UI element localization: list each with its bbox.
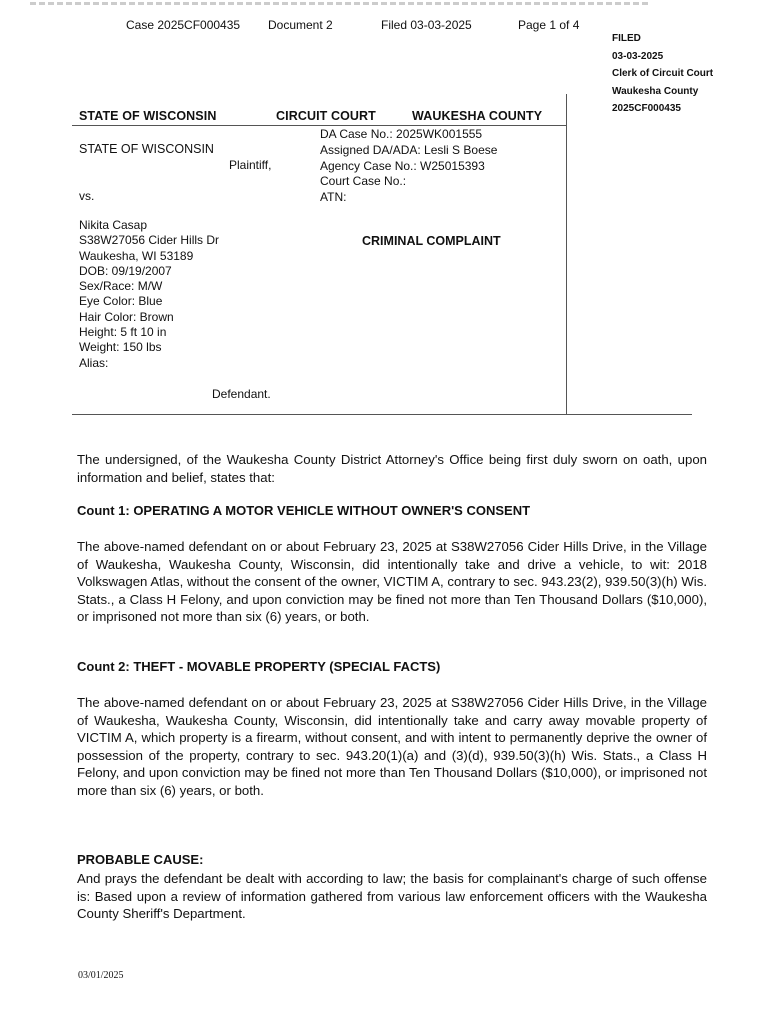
- count2-heading: Count 2: THEFT - MOVABLE PROPERTY (SPECIAL FACTS): [77, 659, 441, 674]
- da-case-number: DA Case No.: 2025WK001555: [320, 127, 483, 141]
- defendant-alias: Alias:: [79, 355, 109, 370]
- probable-cause-paragraph: And prays the defendant be dealt with according to law; the basis for complainant's charge of such offense is: Based upon a review of information gathered from various law enforcement officers with the Waukesha County Sheriff's Department.: [77, 871, 707, 922]
- defendant-weight: Weight: 150 lbs: [79, 340, 162, 355]
- caption-county: WAUKESHA COUNTY: [412, 109, 543, 123]
- caption-vertical-rule: [566, 94, 567, 414]
- defendant-hair-color: Hair Color: Brown: [79, 309, 174, 324]
- defendant-block: [79, 218, 219, 371]
- header-document: Document 2: [268, 18, 333, 32]
- atn: ATN:: [320, 190, 347, 205]
- filed-stamp: [612, 30, 713, 118]
- caption-court: CIRCUIT COURT: [276, 109, 376, 123]
- caption-top-rule: [72, 125, 566, 126]
- filed-stamp-line4: Waukesha County: [612, 85, 699, 97]
- case-info-block: [320, 127, 497, 206]
- footer-date: 03/01/2025: [78, 970, 124, 981]
- caption-state: STATE OF WISCONSIN: [79, 109, 217, 123]
- scan-artifact: [30, 2, 650, 5]
- defendant-name: Nikita Casap: [79, 218, 148, 232]
- intro-paragraph: The undersigned, of the Waukesha County District Attorney's Office being first duly sworn on oath, upon information and belief, states that:: [77, 452, 707, 485]
- header-page: Page 1 of 4: [518, 18, 580, 32]
- plaintiff-label: Plaintiff,: [229, 158, 272, 172]
- count1-heading: Count 1: OPERATING A MOTOR VEHICLE WITHOUT OWNER'S CONSENT: [77, 503, 531, 518]
- defendant-sex-race: Sex/Race: M/W: [79, 279, 163, 294]
- agency-case-number: Agency Case No.: W25015393: [320, 158, 485, 173]
- court-case-number: Court Case No.:: [320, 174, 407, 189]
- filed-stamp-line2: 03-03-2025: [612, 50, 664, 62]
- defendant-address2: Waukesha, WI 53189: [79, 248, 194, 263]
- count1-paragraph: The above-named defendant on or about February 23, 2025 at S38W27056 Cider Hills Drive, in the Village of Waukesha, Waukesha County, Wisconsin, did intentionally take and drive a vehicle, to wit: 2018 Volkswagen Atlas, without the consent of the owner, VICTIM A, contrary to sec. 943.23(2), 939.50(3)(h) Wis. Stats., a Class H Felony, and upon conviction may be fined not more than Ten Thousand Dollars ($10,000), or imprisoned not more than six (6) years, or both.: [77, 539, 707, 625]
- defendant-address1: S38W27056 Cider Hills Dr: [79, 233, 220, 248]
- plaintiff-name: STATE OF WISCONSIN: [79, 142, 214, 156]
- assigned-da: Assigned DA/ADA: Lesli S Boese: [320, 142, 498, 157]
- caption-vs: vs.: [79, 189, 95, 203]
- filed-stamp-line1: FILED: [612, 33, 641, 44]
- defendant-dob: DOB: 09/19/2007: [79, 263, 172, 278]
- filed-stamp-line3: Clerk of Circuit Court: [612, 68, 714, 79]
- caption-bottom-rule: [72, 414, 692, 415]
- filed-stamp-line5: 2025CF000435: [612, 103, 681, 114]
- header-filed-date: Filed 03-03-2025: [381, 18, 472, 32]
- probable-cause-heading: PROBABLE CAUSE:: [77, 852, 204, 867]
- defendant-label: Defendant.: [212, 387, 271, 401]
- defendant-height: Height: 5 ft 10 in: [79, 325, 167, 340]
- document-title: CRIMINAL COMPLAINT: [362, 234, 501, 248]
- count2-paragraph: The above-named defendant on or about February 23, 2025 at S38W27056 Cider Hills Drive, in the Village of Waukesha, Waukesha County, Wisconsin, did intentionally take and carry away movable property of VICTIM A, which property is a firearm, without consent, and with intent to permanently deprive the owner of possession of the property, contrary to sec. 943.20(1)(a) and (3)(d), 939.50(3)(h) Wis. Stats., a Class H Felony, and upon conviction may be fined not more than Ten Thousand Dollars ($10,000), or imprisoned not more than six (6) years, or both.: [77, 695, 707, 798]
- header-case: Case 2025CF000435: [126, 18, 241, 32]
- defendant-eye-color: Eye Color: Blue: [79, 294, 163, 309]
